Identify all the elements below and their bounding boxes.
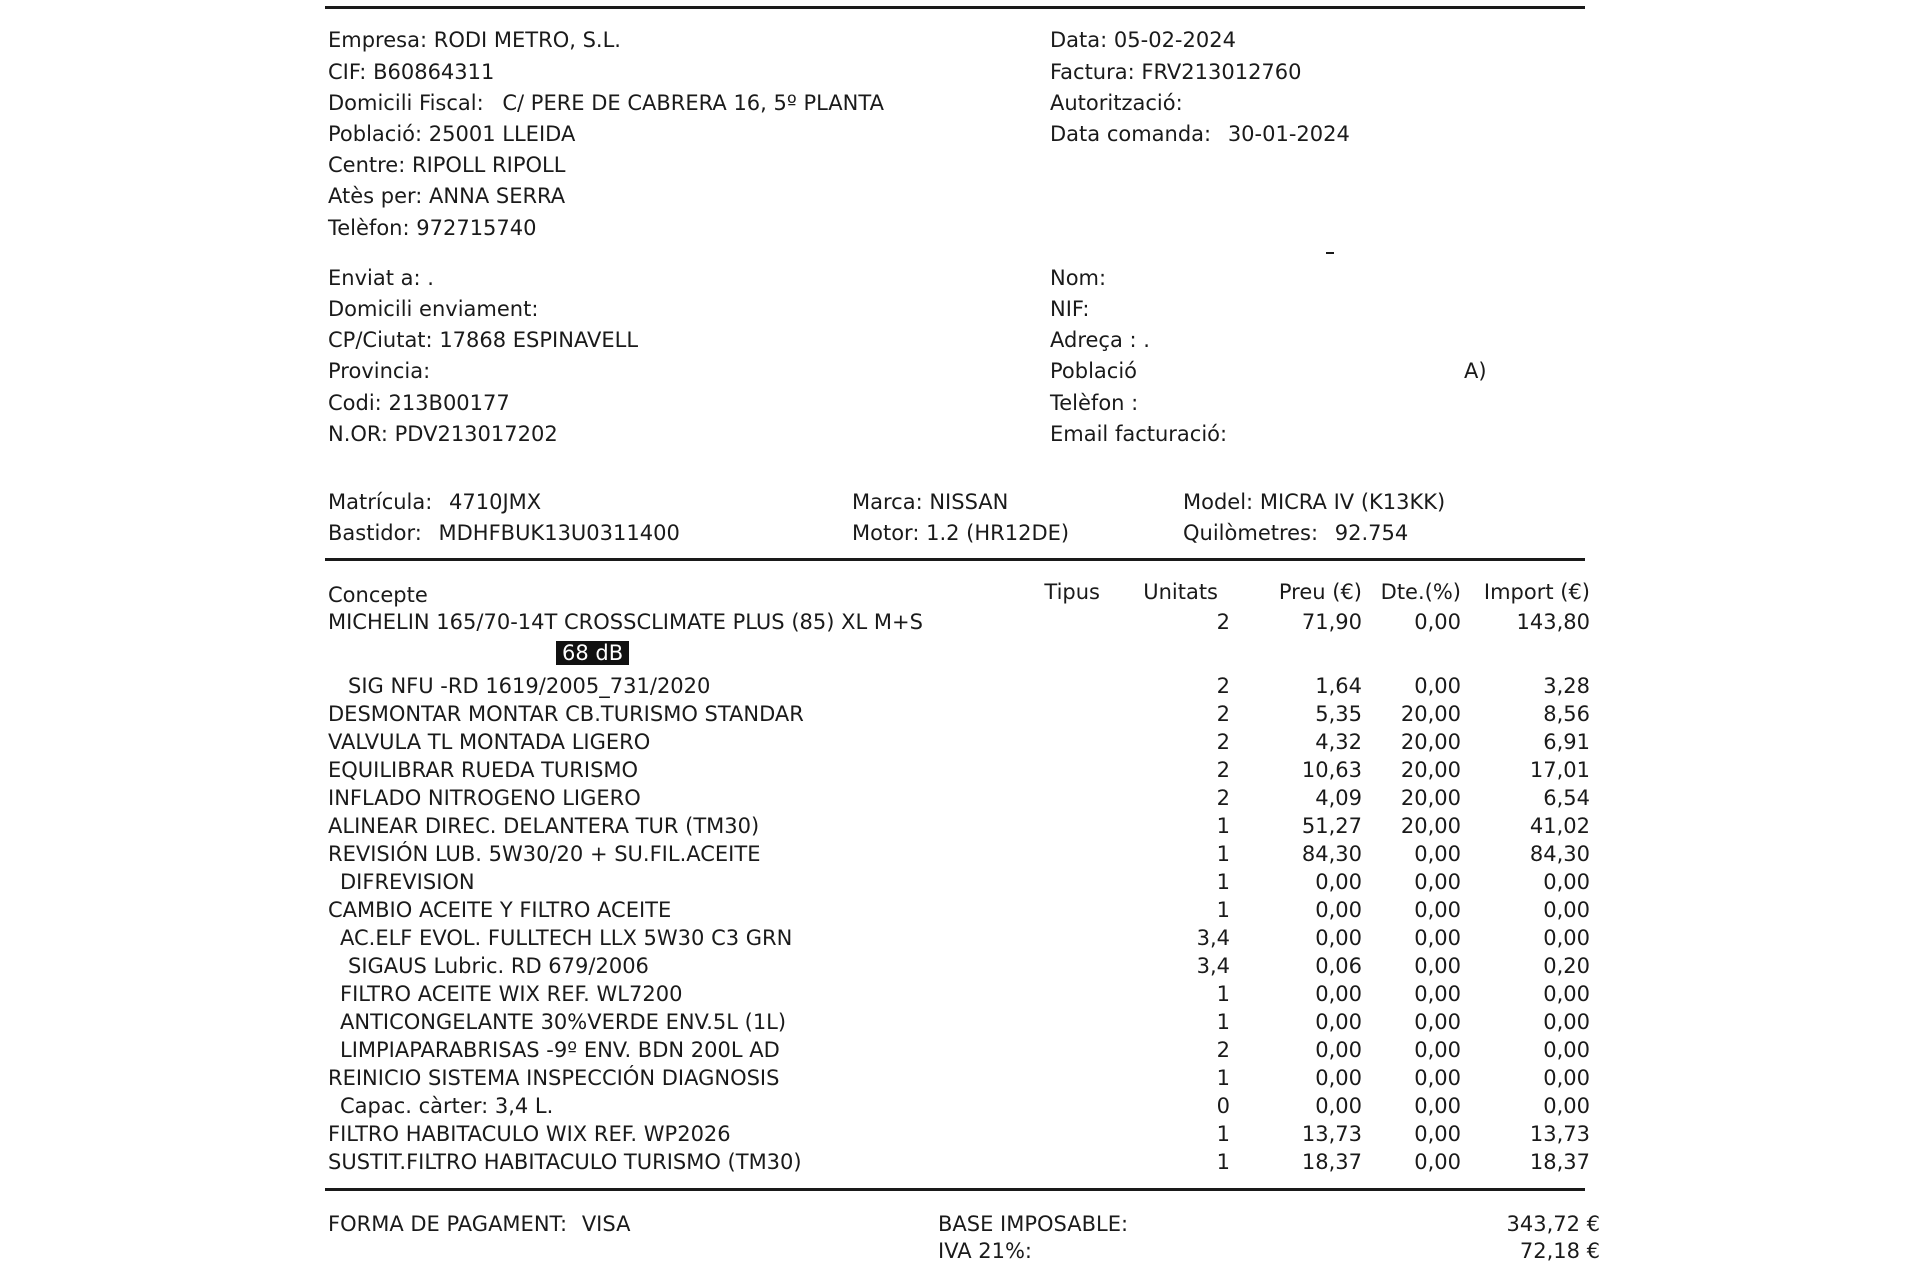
row-import: 0,20 [1543,954,1590,978]
shipping-provincia [328,359,430,383]
company-domicili [328,91,884,115]
company-cif [328,60,494,84]
vehicle-bastidor [328,521,680,545]
row-import: 143,80 [1516,610,1590,634]
shipping-enviat [328,266,434,290]
row-import: 3,28 [1543,674,1590,698]
row-dte: 20,00 [1400,702,1461,726]
company-cif-value: B60864311 [373,60,495,84]
row-preu: 0,00 [1315,870,1362,894]
row-dte: 0,00 [1414,842,1461,866]
customer-adreca [1050,328,1150,352]
customer-poblacio [1050,359,1137,383]
col-header-import: Import (€) [1483,580,1590,604]
vehicle-motor-label: Motor: [852,521,920,545]
row-dte: 0,00 [1414,954,1461,978]
col-header-dte: Dte.(%) [1380,580,1461,604]
row-unitats: 1 [1216,1066,1230,1090]
row-import: 8,56 [1543,702,1590,726]
company-domicili-value: C/ PERE DE CABRERA 16, 5º PLANTA [502,91,884,115]
row-preu: 4,32 [1315,730,1362,754]
tyre-noise-label: 68 dB [556,641,629,665]
customer-email [1050,422,1227,446]
row-concepte: SUSTIT.FILTRO HABITACULO TURISMO (TM30) [328,1150,802,1174]
row-unitats: 0 [1216,1094,1230,1118]
company-poblacio [328,122,575,146]
row-concepte: REVISIÓN LUB. 5W30/20 + SU.FIL.ACEITE [328,842,761,866]
footer-iva-value: 72,18 € [1519,1239,1600,1263]
customer-telefon-label: Telèfon : [1050,391,1139,415]
row-concepte: FILTRO HABITACULO WIX REF. WP2026 [328,1122,731,1146]
vehicle-bastidor-label: Bastidor: [328,521,422,545]
company-telefon [328,216,537,240]
vehicle-matricula [328,490,541,514]
row-dte: 0,00 [1414,982,1461,1006]
company-ates-label: Atès per: [328,184,423,208]
row-concepte: Capac. càrter: 3,4 L. [340,1094,554,1118]
invoice-autoritzacio-label: Autorització: [1050,91,1183,115]
row-dte: 20,00 [1400,814,1461,838]
row-unitats: 1 [1216,1010,1230,1034]
row-unitats: 1 [1216,898,1230,922]
invoice-data-comanda [1050,122,1350,146]
row-concepte: VALVULA TL MONTADA LIGERO [328,730,651,754]
shipping-codi-label: Codi: [328,391,382,415]
row-dte: 20,00 [1400,730,1461,754]
row-unitats: 2 [1216,758,1230,782]
company-poblacio-label: Població: [328,122,423,146]
row-dte: 20,00 [1400,786,1461,810]
table-bottom-rule [325,1188,1585,1191]
row-unitats: 3,4 [1196,926,1230,950]
row-dte: 0,00 [1414,1150,1461,1174]
vehicle-model-value: MICRA IV (K13KK) [1259,490,1446,514]
company-empresa-value: RODI METRO, S.L. [433,28,621,52]
shipping-domicili-label: Domicili enviament: [328,297,539,321]
row-preu: 13,73 [1301,1122,1362,1146]
footer-iva-label: IVA 21%: [938,1239,1033,1263]
invoice-factura-value: FRV213012760 [1141,60,1302,84]
row-import: 0,00 [1543,1066,1590,1090]
customer-telefon [1050,391,1138,415]
row-preu: 84,30 [1301,842,1362,866]
col-header-unitats: Unitats [1143,580,1218,604]
customer-adreca-label: Adreça : [1050,328,1137,352]
invoice-factura [1050,60,1302,84]
tyre-noise-badge [556,641,629,665]
row-dte: 0,00 [1414,1038,1461,1062]
row-concepte: EQUILIBRAR RUEDA TURISMO [328,758,639,782]
invoice-autoritzacio [1050,91,1183,115]
row-concepte: ANTICONGELANTE 30%VERDE ENV.5L (1L) [340,1010,787,1034]
row-import: 6,91 [1543,730,1590,754]
row-import: 17,01 [1529,758,1590,782]
row-unitats: 1 [1216,870,1230,894]
row-dte: 0,00 [1414,870,1461,894]
row-import: 41,02 [1529,814,1590,838]
customer-nom-label: Nom: [1050,266,1107,290]
customer-poblacio-label: Població [1050,359,1138,383]
vehicle-km [1183,521,1408,545]
row-dte: 0,00 [1414,926,1461,950]
row-preu: 0,00 [1315,1066,1362,1090]
invoice-data [1050,28,1236,52]
company-centre-value: RIPOLL RIPOLL [411,153,566,177]
shipping-enviat-label: Enviat a: [328,266,421,290]
row-dte: 0,00 [1414,1066,1461,1090]
shipping-cp-value: 17868 ESPINAVELL [439,328,639,352]
customer-poblacio-suffix: A) [1464,359,1487,383]
company-centre-label: Centre: [328,153,406,177]
col-header-tipus: Tipus [1044,580,1100,604]
invoice-data-value: 05-02-2024 [1113,28,1236,52]
shipping-codi-value: 213B00177 [388,391,510,415]
vehicle-model-label: Model: [1183,490,1254,514]
row-import: 0,00 [1543,1094,1590,1118]
vehicle-marca-value: NISSAN [929,490,1009,514]
row-unitats: 1 [1216,1150,1230,1174]
customer-nif [1050,297,1089,321]
company-empresa-label: Empresa: [328,28,428,52]
company-telefon-label: Telèfon: [328,216,410,240]
row-concepte: INFLADO NITROGENO LIGERO [328,786,641,810]
row-preu: 0,00 [1315,1094,1362,1118]
row-concepte: SIGAUS Lubric. RD 679/2006 [348,954,649,978]
row-import: 0,00 [1543,1038,1590,1062]
invoice-data-label: Data: [1050,28,1108,52]
row-preu: 71,90 [1301,610,1362,634]
row-dte: 20,00 [1400,758,1461,782]
footer-pagament-label: FORMA DE PAGAMENT: [328,1212,568,1236]
customer-nom [1050,266,1106,290]
row-import: 0,00 [1543,1010,1590,1034]
row-preu: 4,09 [1315,786,1362,810]
row-dte: 0,00 [1414,1122,1461,1146]
row-preu: 0,00 [1315,982,1362,1006]
company-ates [328,184,565,208]
vehicle-bastidor-value: MDHFBUK13U0311400 [438,521,680,545]
row-concepte: CAMBIO ACEITE Y FILTRO ACEITE [328,898,672,922]
row-concepte: SIG NFU -RD 1619/2005_731/2020 [348,674,711,698]
footer-base-value: 343,72 € [1506,1212,1600,1236]
vehicle-marca [852,490,1008,514]
col-header-concepte: Concepte [328,583,428,607]
company-poblacio-value: 25001 LLEIDA [428,122,576,146]
footer-pagament-value: VISA [581,1212,631,1236]
row-preu: 5,35 [1315,702,1362,726]
row-preu: 0,00 [1315,1010,1362,1034]
row-dte: 0,00 [1414,1010,1461,1034]
top-rule [325,6,1585,9]
row-dte: 0,00 [1414,610,1461,634]
footer-pagament [328,1212,630,1236]
row-import: 18,37 [1529,1150,1590,1174]
shipping-nor-label: N.OR: [328,422,388,446]
company-cif-label: CIF: [328,60,367,84]
row-unitats: 1 [1216,982,1230,1006]
row-unitats: 2 [1216,674,1230,698]
company-ates-value: ANNA SERRA [429,184,566,208]
row-unitats: 2 [1216,1038,1230,1062]
row-dte: 0,00 [1414,674,1461,698]
row-concepte: FILTRO ACEITE WIX REF. WL7200 [340,982,683,1006]
row-import: 0,00 [1543,870,1590,894]
footer-base-label: BASE IMPOSABLE: [938,1212,1129,1236]
company-domicili-label: Domicili Fiscal: [328,91,484,115]
row-concepte: LIMPIAPARABRISAS -9º ENV. BDN 200L AD [340,1038,780,1062]
row-preu: 0,00 [1315,898,1362,922]
row-unitats: 1 [1216,842,1230,866]
row-concepte: MICHELIN 165/70-14T CROSSCLIMATE PLUS (85) XL M+S [328,610,923,634]
table-top-rule [325,558,1585,561]
shipping-domicili [328,297,538,321]
customer-dash-mark [1326,252,1334,254]
vehicle-marca-label: Marca: [852,490,923,514]
row-preu: 0,00 [1315,926,1362,950]
shipping-provincia-label: Provincia: [328,359,431,383]
vehicle-km-label: Quilòmetres: [1183,521,1319,545]
row-preu: 0,00 [1315,1038,1362,1062]
row-concepte: DESMONTAR MONTAR CB.TURISMO STANDAR [328,702,804,726]
shipping-nor-value: PDV213017202 [394,422,558,446]
shipping-cp-label: CP/Ciutat: [328,328,433,352]
col-header-preu: Preu (€) [1278,580,1362,604]
row-import: 0,00 [1543,898,1590,922]
row-unitats: 2 [1216,730,1230,754]
row-dte: 0,00 [1414,898,1461,922]
invoice-data-comanda-label: Data comanda: [1050,122,1212,146]
row-unitats: 3,4 [1196,954,1230,978]
row-preu: 1,64 [1315,674,1362,698]
row-unitats: 2 [1216,702,1230,726]
shipping-cp [328,328,638,352]
row-unitats: 2 [1216,610,1230,634]
shipping-enviat-value: . [427,266,434,290]
customer-nif-label: NIF: [1050,297,1090,321]
row-import: 0,00 [1543,982,1590,1006]
row-import: 13,73 [1529,1122,1590,1146]
vehicle-motor [852,521,1069,545]
vehicle-km-value: 92.754 [1334,521,1409,545]
company-empresa [328,28,621,52]
customer-adreca-value: . [1143,328,1150,352]
row-preu: 0,06 [1315,954,1362,978]
vehicle-motor-value: 1.2 (HR12DE) [926,521,1070,545]
row-preu: 10,63 [1301,758,1362,782]
row-import: 6,54 [1543,786,1590,810]
row-import: 0,00 [1543,926,1590,950]
row-preu: 51,27 [1301,814,1362,838]
row-preu: 18,37 [1301,1150,1362,1174]
shipping-codi [328,391,510,415]
customer-email-label: Email facturació: [1050,422,1228,446]
row-concepte: DIFREVISION [340,870,475,894]
invoice-factura-label: Factura: [1050,60,1135,84]
row-unitats: 2 [1216,786,1230,810]
row-unitats: 1 [1216,814,1230,838]
row-unitats: 1 [1216,1122,1230,1146]
shipping-nor [328,422,558,446]
vehicle-matricula-label: Matrícula: [328,490,433,514]
vehicle-matricula-value: 4710JMX [449,490,542,514]
row-dte: 0,00 [1414,1094,1461,1118]
row-concepte: REINICIO SISTEMA INSPECCIÓN DIAGNOSIS [328,1066,780,1090]
row-concepte: AC.ELF EVOL. FULLTECH LLX 5W30 C3 GRN [340,926,793,950]
invoice-data-comanda-value: 30-01-2024 [1227,122,1350,146]
company-centre [328,153,565,177]
row-import: 84,30 [1529,842,1590,866]
row-concepte: ALINEAR DIREC. DELANTERA TUR (TM30) [328,814,760,838]
vehicle-model [1183,490,1445,514]
company-telefon-value: 972715740 [416,216,537,240]
